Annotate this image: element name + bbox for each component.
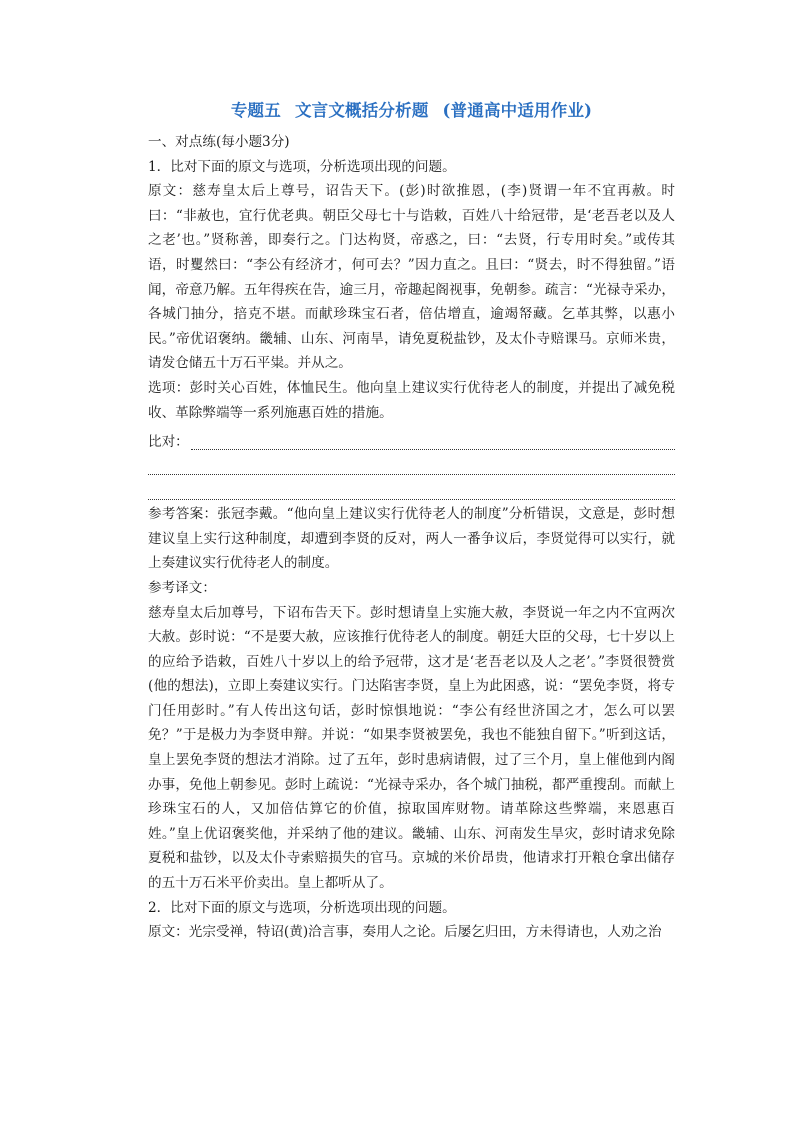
- q1-original-text: 原文：慈寿皇太后上尊号，诏告天下。(彭)时欲推恩，(李)贤谓一年不宜再赦。时曰：“非赦也，宜行优老典。朝臣父母七十与诰敕，百姓八十给冠带，是‘老吾老以及人之老’也。”贤称善，即奏行之。门达构贤，帝惑之，曰：“去贤，行专用时矣。”或传其语，时矍然曰：“李公有经济才，何可去？”因力直之。且曰：“贤去，时不得独留。”语闻，帝意乃解。五年得疾在告，逾三月，帝趣起阁视事，免朝参。疏言：“光禄寺采办，各城门抽分，掊克不堪。而献珍珠宝石者，倍估增直，逾竭帑藏。乞革其弊，以惠小民。”帝优诏褒纳。畿辅、山东、河南旱，请免夏税盐钞，及太仆寺赔课马。京师米贵，请发仓储五十万石平粜。并从之。: [148, 183, 675, 372]
- q1-stem: 1．比对下面的原文与选项，分析选项出现的问题。: [148, 158, 456, 175]
- q2-original-text: 原文：光宗受禅，特诏(黄)洽言事，奏用人之论。后屡乞归田，方未得请也，人劝之治: [148, 924, 662, 941]
- q1-compare-line[interactable]: [148, 425, 675, 450]
- q1-option-text: 选项：彭时关心百姓，体恤民生。他向皇上建议实行优待老人的制度，并提出了减免税收、革除弊端等一系列施惠百姓的措施。: [148, 379, 675, 421]
- q1-reference-answer: 参考答案：张冠李戴。“他向皇上建议实行优待老人的制度”分析错误，文意是，彭时想建议皇上实行这种制度，却遭到李贤的反对，两人一番争议后，李贤觉得可以实行，就上奏建议实行优待老人的制度。: [148, 506, 675, 572]
- q2-stem: 2．比对下面的原文与选项，分析选项出现的问题。: [148, 899, 456, 916]
- q1-compare-label: 比对：: [148, 434, 189, 451]
- answer-dotted-line-2[interactable]: [148, 450, 675, 475]
- title-part-2: 文言文概括分析题: [294, 101, 429, 120]
- title-part-1: 专题五: [230, 101, 281, 120]
- answer-dotted-line-1[interactable]: [191, 433, 675, 450]
- answer-dotted-line-3[interactable]: [148, 475, 675, 500]
- document-page: [148, 97, 675, 945]
- title-part-3: (普通高中适用作业): [442, 101, 593, 120]
- page-title: [148, 97, 675, 121]
- section-heading: 一、对点练(每小题3分): [148, 134, 290, 150]
- q1-translation-label: 参考译文：: [148, 579, 216, 596]
- q1-translation-text: 慈寿皇太后加尊号，下诏布告天下。彭时想请皇上实施大赦，李贤说一年之内不宜两次大赦。彭时说：“不是要大赦，应该推行优待老人的制度。朝廷大臣的父母，七十岁以上的应给予诰敕，百姓八十岁以上的给予冠带，这才是‘老吾老以及人之老’。”李贤很赞赏(他的想法)，立即上奏建议实行。门达陷害李贤，皇上为此困惑，说：“罢免李贤，将专门任用彭时。”有人传出这句话，彭时惊惧地说：“李公有经世济国之才，怎么可以罢免？”于是极力为李贤申辩。并说：“如果李贤被罢免，我也不能独自留下。”听到这话，皇上罢免李贤的想法才消除。过了五年，彭时患病请假，过了三个月，皇上催他到内阁办事，免他上朝参见。彭时上疏说：“光禄寺采办，各个城门抽税，都严重搜刮。而献上珍珠宝石的人，又加倍估算它的价值，掠取国库财物。请革除这些弊端，来恩惠百姓。”皇上优诏褒奖他，并采纳了他的建议。畿辅、山东、河南发生旱灾，彭时请求免除夏税和盐钞，以及太仆寺索赔损失的官马。京城的米价昂贵，他请求打开粮仓拿出储存的五十万石米平价卖出。皇上都听从了。: [148, 604, 675, 892]
